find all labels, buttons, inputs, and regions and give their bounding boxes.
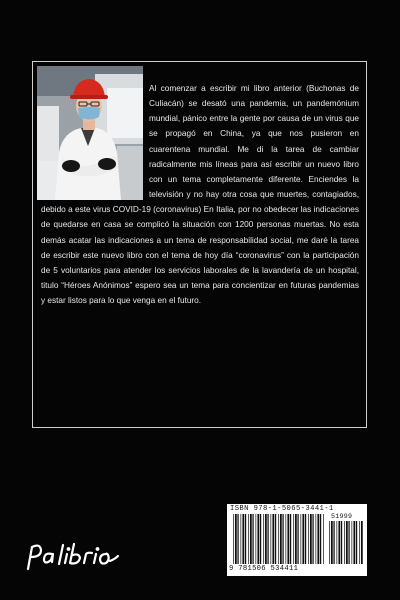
publisher-logo — [22, 539, 122, 575]
barcode-block — [227, 504, 367, 576]
back-cover-text-content: Al comenzar a escribir mi libro anterior (Buchonas de Culiacán) se desató una pandemia, un pandemónium mundial, pánico entre la gente por causa de un virus que se propagó en China, ya que nos pusieron en cuarentena mundial. Me di la tarea de cambiar radicalmente mis líneas para así escribir un nuevo libro con un tema completamente diferente. Enciendes la televisión y no hay otra cosa que muertes, contagiados, debido a este virus COVID-19 (coronavirus) En Italia, por no obedecer las indicaciones de quedarse en casa se complicó la situación con 1200 personas muertas. No esta demás acatar las indicaciones a un tema de responsabilidad social, me daré la tarea de escribir este nuevo libro con el tema de hoy día “coronavirus” con la participación de 5 voluntarios para atender los servicios laborales de la lavandería de un hospital, titulo “Héroes Anónimos” espero sea un tema para concientizar en futuras pandemias y estar listos para lo que venga en el futuro. — [41, 84, 359, 306]
price-code: 51999 — [331, 513, 353, 520]
back-cover-text — [41, 81, 359, 308]
photo-wrap-space — [41, 81, 149, 201]
price-barcode — [329, 521, 363, 564]
isbn-label: ISBN 978-1-5065-3441-1 — [230, 505, 334, 513]
ean-barcode — [233, 514, 325, 564]
ean-digits: 9 781506 534411 — [229, 565, 299, 573]
